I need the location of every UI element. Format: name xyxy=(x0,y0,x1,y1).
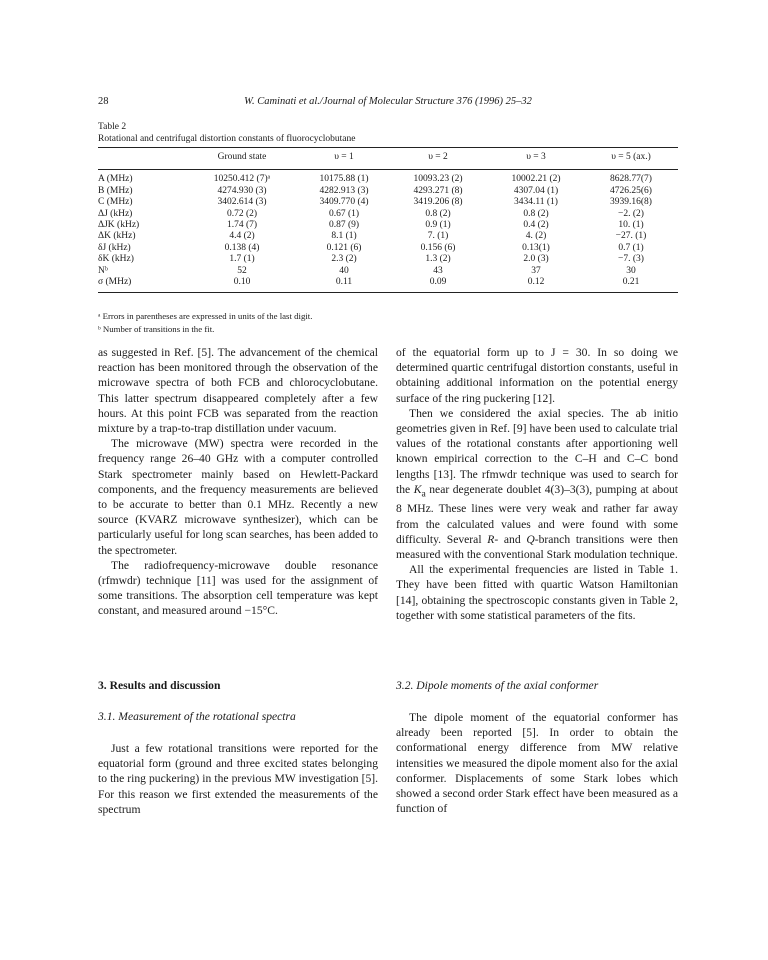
value-cell: 0.87 (9) xyxy=(328,220,360,231)
param-cell: σ (MHz) xyxy=(98,277,184,293)
param-cell: ΔJK (kHz) xyxy=(98,220,140,231)
paragraph: Just a few rotational transitions were reported for the equatorial form (ground and three excited states belonging to the ring puckering) in the previous MW investigation [5]. For this reason we first extended the measurements of the spectrum xyxy=(98,742,378,816)
paragraph: The dipole moment of the equatorial conformer has already been reported [5]. In order to obtain the conformational energy difference from MW relative intensities we measured the dipole moment also for the axial conformer. Displacements of some Stark lobes which showed a second order Stark effect have been measured as a function of xyxy=(396,711,678,816)
value-cell: 0.138 (4) xyxy=(224,242,260,253)
value-cell: 4726.25(6) xyxy=(610,185,652,196)
value-cell: 10. (1) xyxy=(618,220,644,231)
table-row xyxy=(98,243,678,254)
paragraph: The microwave (MW) spectra were recorded in the frequency range 26–40 GHz with a computer controlled Stark spectrometer mainly based on Hewlett-Packard components, and the frequency measurements are believed to be accurate to better than 0.1 MHz. Recently a new source (KVARZ microwave synthesizer), which can be particularly useful for long scan searches, has been added to the spectrometer. xyxy=(98,437,378,557)
right-column-top xyxy=(396,345,678,623)
footnote-a: ᵃ Errors in parentheses are expressed in units of the last digit. xyxy=(98,311,313,321)
value-cell: 0.10 xyxy=(184,277,300,293)
value-cell: 4282.913 (3) xyxy=(319,185,369,196)
symbol-q: Q xyxy=(526,532,535,546)
param-cell: Nᵇ xyxy=(98,265,108,276)
param-cell: ΔJ (kHz) xyxy=(98,208,133,219)
param-cell: δK (kHz) xyxy=(98,254,134,265)
value-cell: 0.72 (2) xyxy=(226,208,258,219)
value-cell: 1.3 (2) xyxy=(425,254,451,265)
value-cell: 0.12 xyxy=(488,277,584,293)
param-cell: δJ (kHz) xyxy=(98,242,131,253)
value-cell: 0.67 (1) xyxy=(328,208,360,219)
value-cell: 0.4 (2) xyxy=(523,220,549,231)
left-column-top xyxy=(98,345,378,619)
param-cell: B (MHz) xyxy=(98,185,133,196)
value-cell: 2.3 (2) xyxy=(331,254,357,265)
value-cell: 4274.930 (3) xyxy=(217,185,267,196)
table-label: Table 2 xyxy=(98,122,127,132)
section-heading-3: 3. Results and discussion xyxy=(98,679,221,692)
paragraph: of the equatorial form up to J = 30. In so doing we determined quartic centrifugal distortion constants, useful in obtaining additional information on the potential energy surface of the ring puckering [12]. xyxy=(396,346,678,405)
value-cell: 4. (2) xyxy=(525,231,547,242)
table-caption: Rotational and centrifugal distortion constants of fluorocyclobutane xyxy=(98,134,356,144)
value-cell: 8.1 (1) xyxy=(331,231,357,242)
table-row xyxy=(98,220,678,231)
table-row xyxy=(98,266,678,277)
table-row xyxy=(98,254,678,265)
value-cell: 0.9 (1) xyxy=(425,220,451,231)
col-header-ground: Ground state xyxy=(184,148,300,170)
table-header-row xyxy=(98,148,678,170)
value-cell: 4293.271 (8) xyxy=(413,185,463,196)
subsection-heading-3-1: 3.1. Measurement of the rotational spectra xyxy=(98,710,296,723)
value-cell: −27. (1) xyxy=(615,231,647,242)
running-title: W. Caminati et al./Journal of Molecular Structure 376 (1996) 25–32 xyxy=(244,96,532,107)
value-cell: −2. (2) xyxy=(618,208,644,219)
value-cell: 0.8 (2) xyxy=(425,208,451,219)
value-cell: 0.156 (6) xyxy=(420,242,456,253)
table-row xyxy=(98,209,678,220)
symbol-k: K xyxy=(413,482,422,496)
table-row xyxy=(98,231,678,242)
table-row xyxy=(98,170,678,186)
value-cell: 30 xyxy=(626,265,636,276)
table-row xyxy=(98,197,678,208)
param-cell: ΔK (kHz) xyxy=(98,231,136,242)
value-cell: 7. (1) xyxy=(427,231,449,242)
value-cell: 4307.04 (1) xyxy=(513,185,559,196)
value-cell: 1.74 (7) xyxy=(226,220,258,231)
value-cell: 43 xyxy=(433,265,443,276)
value-cell: 3434.11 (1) xyxy=(514,197,558,208)
text-run: -branch transitions were then measured with the conventional Stark modulation technique. xyxy=(396,532,679,561)
paragraph: The radiofrequency-microwave double resonance (rfmwdr) technique [11] was used for the assignment of some transitions. The absorption cell temperature was kept constant, and measured around −15°C. xyxy=(98,558,378,618)
subsection-heading-3-2: 3.2. Dipole moments of the axial conformer xyxy=(396,679,599,692)
value-cell: 37 xyxy=(531,265,541,276)
table-row xyxy=(98,186,678,197)
text-run: near degenerate doublet 4(3)–3(3), pumping at about 8 MHz. These lines were very weak and rather far away from the calculated values and were found with some difficulty. Several xyxy=(396,482,679,546)
value-cell: 10175.88 (1) xyxy=(319,174,369,185)
value-cell: 1.7 (1) xyxy=(229,254,255,265)
page-number: 28 xyxy=(98,96,109,107)
value-cell: 0.121 (6) xyxy=(326,242,362,253)
value-cell: 40 xyxy=(339,265,349,276)
param-cell: C (MHz) xyxy=(98,197,133,208)
value-cell: 0.13(1) xyxy=(522,242,550,253)
constants-table xyxy=(98,147,678,293)
value-cell: 0.09 xyxy=(388,277,488,293)
table-footnotes xyxy=(98,310,312,336)
value-cell: 8628.77(7) xyxy=(610,174,652,185)
value-cell: 0.11 xyxy=(300,277,388,293)
col-header-param xyxy=(98,148,184,170)
value-cell: 0.21 xyxy=(584,277,678,293)
paragraph: as suggested in Ref. [5]. The advancement of the chemical reaction has been monitored through the observation of the microwave spectra of both FCB and chlorocyclobutane. This latter spectrum disappeared completely after a few hours. At this point FCB was separated from the reaction mixture by a trap-to-trap distillation under vacuum. xyxy=(98,346,378,436)
text-run: Then we considered the axial species. The ab initio geometries given in Ref. [9] have been used to calculate trial values of the rotational constants after apportioning well known empirical correction to the C–H and C–C bond lengths [13]. The rfmwdr technique was used to search for the xyxy=(396,406,678,496)
param-cell: A (MHz) xyxy=(98,174,133,185)
footnote-b: ᵇ Number of transitions in the fit. xyxy=(98,324,215,334)
right-column-bottom xyxy=(396,710,678,816)
symbol-r: R xyxy=(487,532,495,546)
value-cell: 10250.412 (7)ᵃ xyxy=(213,174,271,185)
value-cell: 3409.770 (4) xyxy=(319,197,369,208)
left-column-bottom xyxy=(98,741,378,817)
text-run: - and xyxy=(494,532,527,546)
table-row xyxy=(98,277,678,293)
col-header-v3: υ = 3 xyxy=(488,148,584,170)
col-header-v5ax: υ = 5 (ax.) xyxy=(584,148,678,170)
paragraph xyxy=(396,406,678,562)
value-cell: 10093.23 (2) xyxy=(413,174,463,185)
value-cell: 4.4 (2) xyxy=(229,231,255,242)
value-cell: −7. (3) xyxy=(618,254,644,265)
running-header xyxy=(98,96,678,110)
value-cell: 0.8 (2) xyxy=(523,208,549,219)
symbol-k-sub: a xyxy=(421,488,426,500)
col-header-v2: υ = 2 xyxy=(388,148,488,170)
value-cell: 52 xyxy=(237,265,247,276)
value-cell: 10002.21 (2) xyxy=(511,174,561,185)
col-header-v1: υ = 1 xyxy=(300,148,388,170)
table-caption-block xyxy=(98,121,356,145)
value-cell: 3939.16(8) xyxy=(610,197,652,208)
value-cell: 0.7 (1) xyxy=(618,242,644,253)
value-cell: 3402.614 (3) xyxy=(217,197,267,208)
value-cell: 3419.206 (8) xyxy=(413,197,463,208)
paragraph: All the experimental frequencies are listed in Table 1. They have been fitted with quartic Watson Hamiltonian [14], obtaining the spectroscopic constants given in Table 2, together with some statistical parameters of the fits. xyxy=(396,563,678,622)
value-cell: 2.0 (3) xyxy=(523,254,549,265)
